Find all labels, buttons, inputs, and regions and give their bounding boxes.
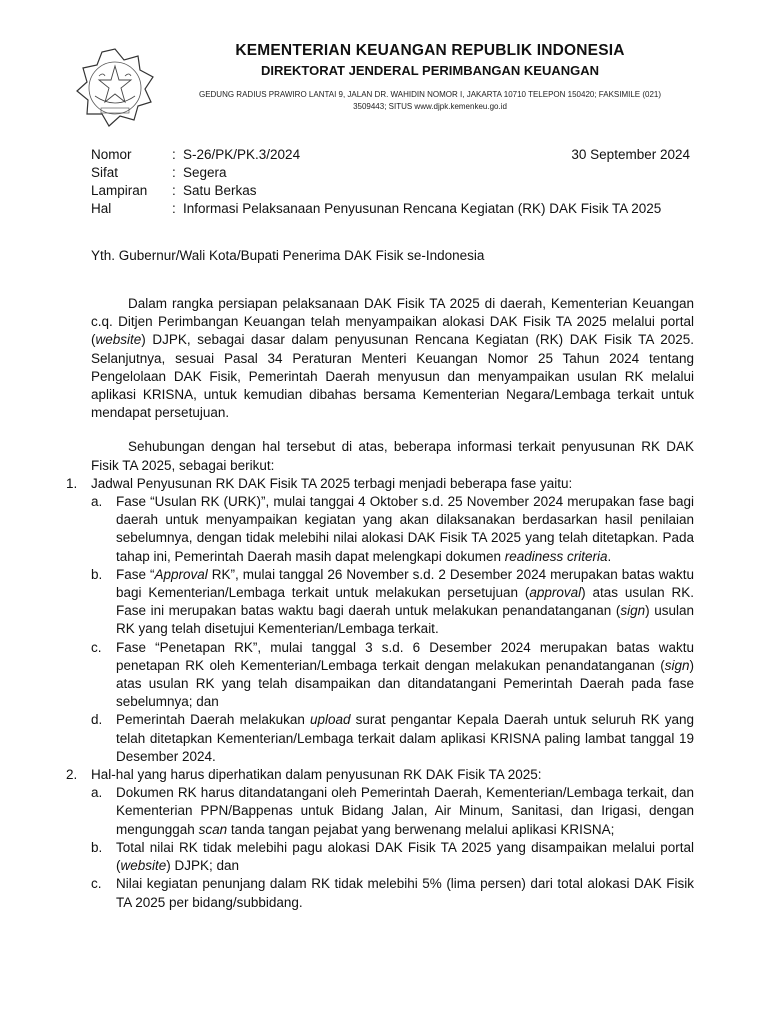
text-run: tanda tangan pejabat yang berwenang melalui aplikasi KRISNA; (227, 821, 615, 837)
italic-run: upload (309, 712, 351, 728)
text-run: surat pengantar Kepala Daerah untuk seluruh RK yang telah ditetapkan Kementerian/Lembaga terkait dalam aplikasi KRISNA paling lambat tanggal 19 Desember 2024. (116, 712, 694, 764)
italic-run: Approval (154, 566, 208, 582)
sub-item-2c (91, 875, 694, 911)
meta-nomor-row (91, 146, 691, 164)
meta-hal-row (91, 200, 691, 218)
list-item-text: Jadwal Penyusunan RK DAK Fisik TA 2025 terbagi menjadi beberapa fase yaitu: (91, 475, 573, 491)
text-run: Pemerintah Daerah melakukan (116, 712, 310, 728)
text-run: RK”, mulai tanggal 26 November s.d. 2 Desember 2024 merupakan batas waktu bagi Kementerian/Lembaga terkait untuk melakukan persetujuan ( (116, 566, 694, 601)
list-item-text: Hal-hal yang harus diperhatikan dalam penyusunan RK DAK Fisik TA 2025: (91, 767, 542, 783)
text-run: . (607, 548, 612, 564)
list-marker: b. (91, 839, 103, 855)
nomor-label: Nomor (91, 147, 132, 162)
text-run: ) DJPK, sebagai dasar dalam penyusunan Rencana Kegiatan (RK) DAK Fisik TA 2025. Selanjutnya, sesuai Pasal 34 Peraturan Menteri Keuangan Nomor 25 Tahun 2024 tentang Pengelolaan DAK Fisik, Pemerintah Daerah menyusun dan menyampaikan usulan RK melalui aplikasi KRISNA, untuk kemudian dibahas bersama Kementerian Negara/Lembaga terkait untuk mendapat persetujuan. (91, 332, 694, 421)
lampiran-label: Lampiran (91, 183, 148, 198)
sub-list (91, 493, 694, 766)
directorate-name: DIREKTORAT JENDERAL PERIMBANGAN KEUANGAN (260, 63, 600, 78)
sifat-label: Sifat (91, 165, 119, 180)
list-marker: 2. (66, 767, 78, 783)
italic-run: sign (620, 603, 646, 619)
list-marker: 1. (66, 475, 78, 491)
text-run: Total nilai RK tidak melebihi pagu alokasi DAK Fisik TA 2025 yang disampaikan melalui portal ( (116, 839, 694, 874)
recipient: Yth. Gubernur/Wali Kota/Bupati Penerima DAK Fisik se-Indonesia (91, 248, 485, 263)
letterhead-address (160, 89, 700, 113)
sifat-value: Segera (183, 165, 227, 180)
hal-value: Informasi Pelaksanaan Penyusunan Rencana Kegiatan (RK) DAK Fisik TA 2025 (183, 201, 662, 216)
italic-run: website (95, 332, 142, 348)
meta-colon: : (172, 183, 176, 198)
nomor-value: S-26/PK/PK.3/2024 (183, 147, 301, 162)
italic-run: approval (529, 585, 582, 601)
meta-sifat-row (91, 164, 691, 182)
numbered-list (66, 475, 694, 912)
text-run: Fase “ (116, 566, 155, 582)
sub-item-1a (91, 493, 694, 566)
list-item-2 (66, 766, 694, 912)
text-run: ) DJPK; dan (166, 858, 240, 874)
kemenkeu-emblem-icon (73, 46, 157, 130)
text-run: ) atas usulan RK. Fase ini merupakan batas waktu bagi daerah untuk melakukan penandatanganan ( (116, 585, 694, 619)
letter-meta (91, 146, 691, 218)
list-marker: a. (91, 785, 103, 801)
italic-run: readiness criteria (504, 548, 608, 564)
italic-run: scan (198, 821, 228, 837)
paragraph-followup: Sehubungan dengan hal tersebut di atas, beberapa informasi terkait penyusunan RK DAK Fisik TA 2025, sebagai berikut: (91, 439, 694, 473)
meta-colon: : (172, 201, 176, 216)
lampiran-value: Satu Berkas (183, 183, 257, 198)
italic-run: website (120, 858, 167, 874)
address-line-2: 3509443; SITUS www.djpk.kemenkeu.go.id (353, 102, 507, 111)
list-marker: c. (91, 639, 102, 655)
sub-list (91, 784, 694, 911)
meta-colon: : (172, 165, 176, 180)
meta-colon: : (172, 147, 176, 162)
meta-lampiran-row (91, 182, 691, 200)
sub-item-1d (91, 711, 694, 766)
text-run: Nilai kegiatan penunjang dalam RK tidak melebihi 5% (lima persen) dari total alokasi DAK Fisik TA 2025 per bidang/subbidang. (116, 876, 694, 910)
letter-body (66, 295, 694, 912)
text-run: ) usulan RK yang telah disetujui Kementerian/Lembaga terkait. (116, 603, 694, 637)
sub-item-1b (91, 566, 694, 639)
list-marker: d. (91, 712, 103, 728)
list-marker: c. (91, 876, 102, 892)
sub-item-2b (91, 839, 694, 875)
sub-item-2a (91, 784, 694, 839)
list-marker: b. (91, 566, 103, 582)
text-run: Dokumen RK harus ditandatangani oleh Pemerintah Daerah, Kementerian/Lembaga terkait, dan Kementerian PPN/Bappenas untuk Bidang Jalan, Air Minum, Sanitasi, dan Irigasi, dengan mengunggah (116, 785, 694, 837)
sub-item-1c (91, 639, 694, 712)
address-line-1: GEDUNG RADIUS PRAWIRO LANTAI 9, JALAN DR. WAHIDIN NOMOR I, JAKARTA 10710 TELEPON 150420; FAKSIMILE (021) (198, 90, 662, 99)
list-marker: a. (91, 494, 103, 510)
text-run: Fase “Usulan RK (URK)”, mulai tanggai 4 Oktober s.d. 25 November 2024 merupakan fase bagi daerah untuk menyampaikan kegiatan yang akan dilaksanakan berdasarkan hasil penilaian sebelumnya, dengan tidak melebihi nilai alokasi DAK Fisik TA 2025 yang telah ditetapkan. Pada tahap ini, Pemerintah Daerah masih dapat melengkapi dokumen (116, 494, 694, 564)
italic-run: sign (664, 657, 690, 673)
text-run: Fase “Penetapan RK”, mulai tanggal 3 s.d. 6 Desember 2024 merupakan batas waktu penetapan RK oleh Kementerian/Lembaga terkait dengan melakukan penandatanganan ( (116, 639, 694, 673)
text-run: Dalam rangka persiapan pelaksanaan DAK Fisik TA 2025 di daerah, Kementerian Keuangan c.q. Ditjen Perimbangan Keuangan telah menyampaikan alokasi DAK Fisik TA 2025 melalui portal ( (91, 296, 694, 348)
hal-label: Hal (91, 201, 112, 216)
ministry-name: KEMENTERIAN KEUANGAN REPUBLIK INDONESIA (235, 42, 625, 59)
list-item-1 (66, 475, 694, 766)
text-run: ) atas usulan RK yang telah disampaikan dan ditandatangani Pemerintah Daerah pada fase sebelumnya; dan (116, 657, 694, 710)
letter-date: 30 September 2024 (571, 147, 690, 162)
paragraph-intro (91, 295, 694, 422)
